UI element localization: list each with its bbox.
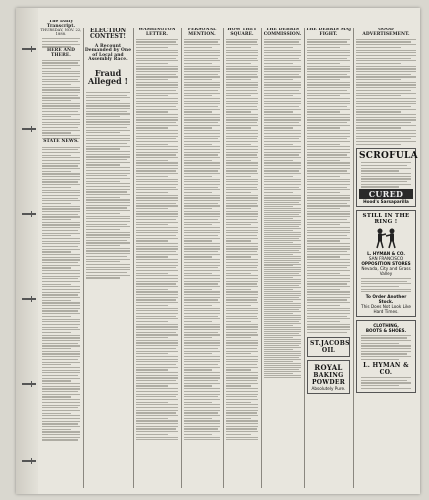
results-table [262, 200, 303, 377]
advertisement-jacobs-oil: ST.JACOBS OIL [307, 337, 350, 357]
column-2 [84, 28, 132, 488]
binding-stitch [22, 383, 36, 385]
paper-name: The Daily Transcript. [46, 20, 76, 29]
binding-stitch [22, 48, 36, 50]
article-text [40, 38, 82, 47]
article-text [224, 39, 260, 441]
binding-margin [16, 8, 38, 494]
article-text [40, 60, 82, 139]
article-text [354, 39, 418, 145]
article-text [305, 39, 352, 333]
advertisement-hyman: STILL IN THE RING ! L. HYMAN & CO. SAN FRANCISCO OPPOSITION STORES Nevada, City and Grass Valley To Order Another Stock. This Does Not Look Like Hard Times. [356, 210, 416, 317]
binding-stitch [22, 298, 36, 300]
column-headline: STATE NEWS. [43, 139, 79, 145]
column-headline: THE DEBRIS MAJ FIGHT. [305, 28, 352, 37]
dateline: THURSDAY, NOV. 22, 1888. [40, 28, 82, 37]
binding-stitch [22, 213, 36, 215]
column-4 [182, 28, 222, 488]
article-text [182, 39, 222, 441]
newspaper-page [16, 8, 420, 494]
column-headline: WASHINGTON LETTER. [138, 28, 176, 37]
column-1 [40, 20, 82, 488]
column-headline: HERE AND THERE. [46, 48, 76, 58]
advertisement-clothing: CLOTHING, BOOTS & SHOES. L. HYMAN & CO. [356, 320, 416, 393]
column-7 [305, 28, 352, 488]
article-headline: Fraud Alleged ! [88, 68, 128, 87]
binding-stitch [22, 128, 36, 130]
advertisement-royal-baking-powder: ROYAL BAKING POWDER Absolutely Pure. [307, 360, 350, 394]
column-headline: HOW THEY SQUARE. [227, 28, 257, 37]
column-headline: PERSONAL MENTION. [187, 28, 217, 37]
boxers-illustration [371, 227, 401, 249]
column-8 [354, 28, 418, 488]
article-text [40, 147, 82, 441]
column-6 [262, 28, 303, 488]
column-3 [134, 28, 180, 488]
column-headline: THE DEBRIS COMMISSION. [263, 28, 302, 37]
column-headline: GOOD ADVERTISEMENT. [362, 28, 410, 37]
article-deck: A Recount Demanded by One of Local and Assembly Race. [84, 43, 132, 63]
article-text [134, 39, 180, 441]
column-headline: ELECTION CONTEST! [89, 28, 127, 41]
advertisement-scrofula: SCROFULA CURED Hood's Sarsaparilla [356, 148, 416, 207]
column-5 [224, 28, 260, 488]
binding-stitch [22, 460, 36, 462]
article-text [262, 39, 303, 199]
article-text [84, 92, 132, 279]
